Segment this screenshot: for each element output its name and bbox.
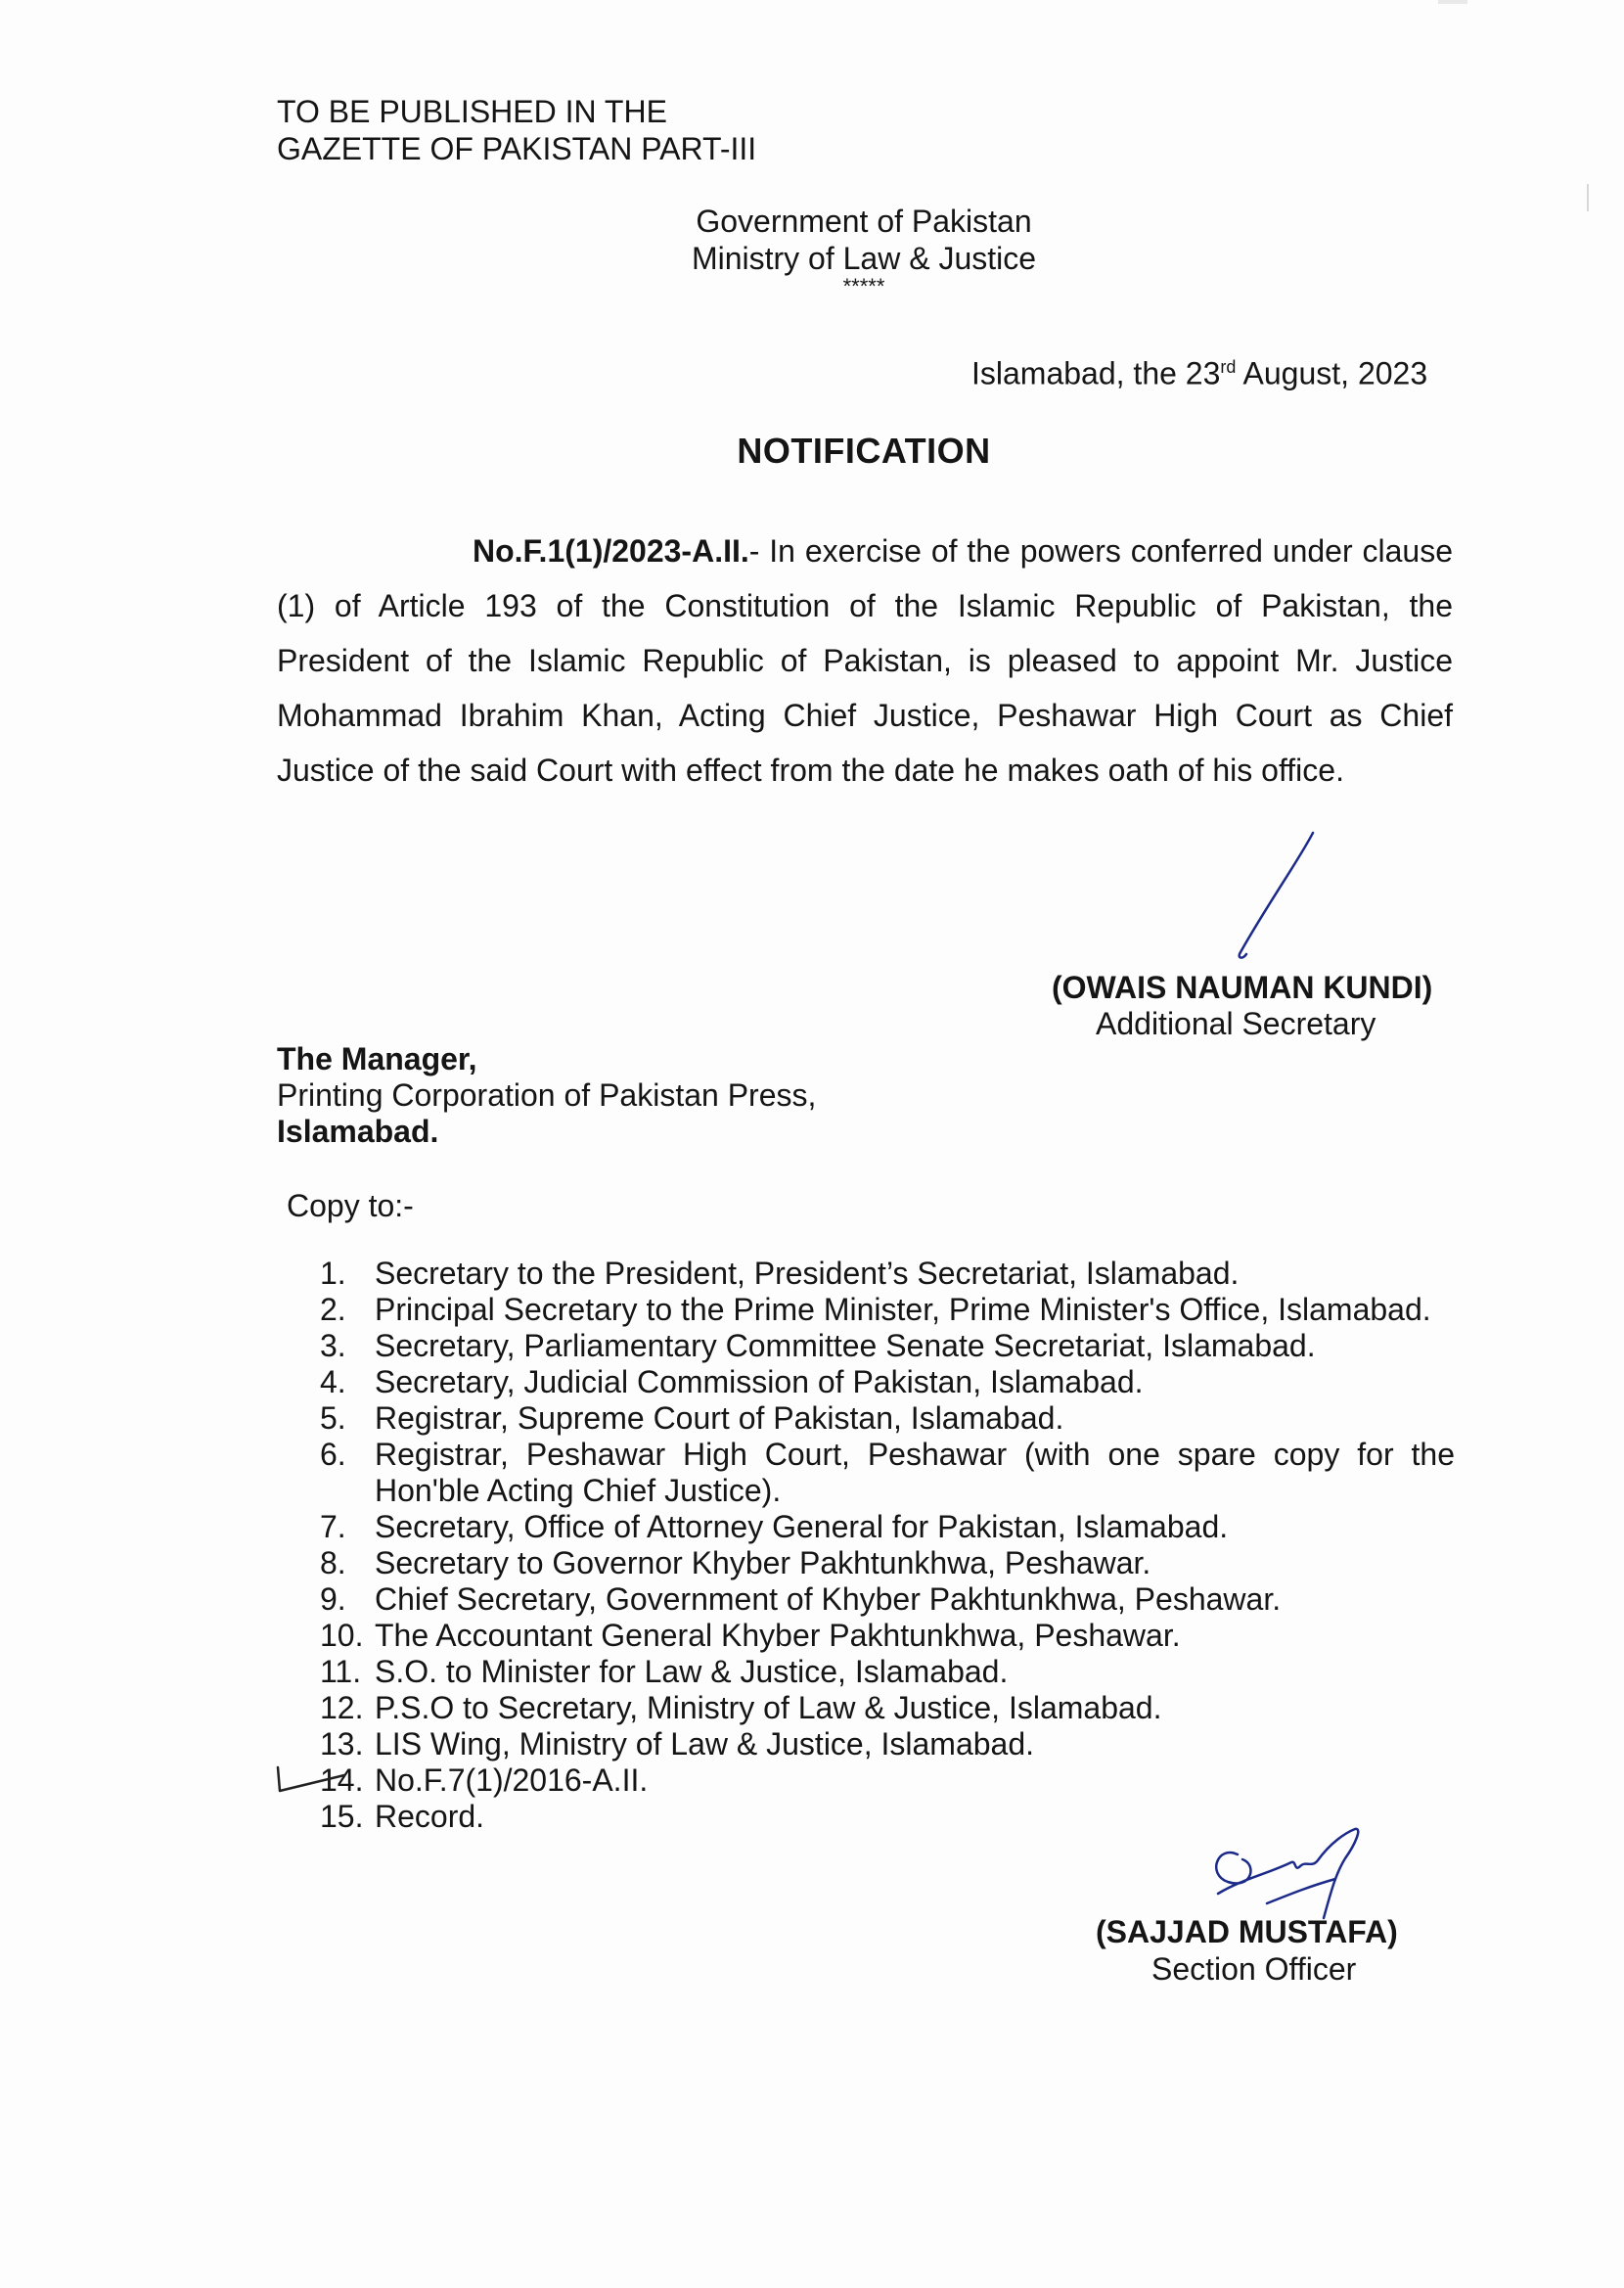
notification-text: - In exercise of the powers conferred under clause (1) of Article 193 of the Constitution of the Islamic Republic of Pakistan, the President of the Islamic Republic of Pakistan, is pleased to appoint Mr. Justice Mohammad Ibrahim Khan, Acting Chief Justice, Peshawar High Court as Chief Justice of the said Court with effect from the date he makes oath of his office. bbox=[277, 533, 1453, 788]
checkmark-annotation bbox=[272, 1762, 350, 1801]
list-item-text: P.S.O to Secretary, Ministry of Law & Justice, Islamabad. bbox=[375, 1690, 1162, 1725]
list-item bbox=[320, 1509, 1455, 1545]
list-item-number: 5. bbox=[320, 1400, 346, 1436]
signatory-1-designation: Additional Secretary bbox=[1096, 1006, 1376, 1041]
list-item-text: Secretary, Parliamentary Committee Senate Secretariat, Islamabad. bbox=[375, 1328, 1316, 1363]
list-item-number: 2. bbox=[320, 1292, 346, 1327]
list-item-number: 1. bbox=[320, 1256, 346, 1291]
list-item bbox=[320, 1328, 1455, 1364]
office-ministry: Ministry of Law & Justice bbox=[691, 241, 1037, 276]
list-item bbox=[320, 1618, 1455, 1654]
list-item-text: S.O. to Minister for Law & Justice, Islamabad. bbox=[375, 1654, 1009, 1689]
date-prefix: Islamabad, the 23 bbox=[971, 355, 1221, 391]
list-item-number: 4. bbox=[320, 1364, 346, 1399]
list-item bbox=[320, 1400, 1455, 1437]
list-item-text: The Accountant General Khyber Pakhtunkhwa, Peshawar. bbox=[375, 1618, 1181, 1653]
signatory-2-name: (SAJJAD MUSTAFA) bbox=[1096, 1914, 1398, 1949]
scan-mark bbox=[1587, 184, 1589, 211]
list-item bbox=[320, 1545, 1455, 1581]
list-item-number: 6. bbox=[320, 1437, 346, 1472]
list-item bbox=[320, 1690, 1455, 1726]
addressee-org: Printing Corporation of Pakistan Press, bbox=[277, 1077, 817, 1113]
list-item-text: Registrar, Supreme Court of Pakistan, Islamabad. bbox=[375, 1400, 1064, 1436]
list-item-text: LIS Wing, Ministry of Law & Justice, Islamabad. bbox=[375, 1726, 1035, 1762]
scan-mark bbox=[1438, 0, 1467, 4]
signature-owais-mark bbox=[1223, 827, 1321, 964]
list-item-number: 11. bbox=[320, 1654, 362, 1689]
list-item bbox=[320, 1364, 1455, 1400]
list-item-text: No.F.7(1)/2016-A.II. bbox=[375, 1762, 649, 1798]
office-stars: ***** bbox=[842, 274, 885, 298]
list-item-number: 13. bbox=[320, 1726, 364, 1762]
list-item bbox=[320, 1654, 1455, 1690]
list-item-number: 10. bbox=[320, 1618, 364, 1653]
list-item bbox=[320, 1726, 1455, 1762]
list-item-number: 12. bbox=[320, 1690, 364, 1725]
list-item bbox=[320, 1581, 1455, 1618]
list-item bbox=[320, 1437, 1455, 1509]
list-item bbox=[320, 1762, 1455, 1799]
page-title: NOTIFICATION bbox=[737, 431, 991, 471]
list-item-number: 7. bbox=[320, 1509, 346, 1544]
list-item-text: Secretary, Judicial Commission of Pakistan, Islamabad. bbox=[375, 1364, 1144, 1399]
list-item-text: Secretary to the President, President’s Secretariat, Islamabad. bbox=[375, 1256, 1240, 1291]
copy-to-list bbox=[320, 1256, 1455, 1835]
list-item bbox=[320, 1292, 1455, 1328]
copy-to-heading: Copy to:- bbox=[287, 1188, 414, 1223]
addressee-title: The Manager, bbox=[277, 1041, 477, 1076]
list-item-text: Secretary to Governor Khyber Pakhtunkhwa, Peshawar. bbox=[375, 1545, 1151, 1580]
notification-body bbox=[277, 524, 1453, 798]
list-item-text: Chief Secretary, Government of Khyber Pakhtunkhwa, Peshawar. bbox=[375, 1581, 1282, 1617]
list-item-number: 3. bbox=[320, 1328, 346, 1363]
list-item-text: Secretary, Office of Attorney General for Pakistan, Islamabad. bbox=[375, 1509, 1229, 1544]
date-suffix: rd bbox=[1220, 357, 1237, 377]
list-item-number: 15. bbox=[320, 1799, 364, 1834]
date-rest: August, 2023 bbox=[1236, 355, 1428, 391]
list-item-text: Record. bbox=[375, 1799, 485, 1834]
publication-line-1: TO BE PUBLISHED IN THE bbox=[277, 94, 667, 129]
office-government: Government of Pakistan bbox=[696, 204, 1032, 239]
publication-line-2: GAZETTE OF PAKISTAN PART-III bbox=[277, 131, 757, 166]
list-item-text: Principal Secretary to the Prime Minister, Prime Minister's Office, Islamabad. bbox=[375, 1292, 1431, 1327]
list-item-text: Registrar, Peshawar High Court, Peshawar (with one spare copy for the Hon'ble Acting Chief Justice). bbox=[375, 1437, 1455, 1508]
signatory-1-name: (OWAIS NAUMAN KUNDI) bbox=[1052, 970, 1433, 1005]
list-item-number: 14. bbox=[320, 1762, 364, 1798]
list-item-number: 8. bbox=[320, 1545, 346, 1580]
list-item-number: 9. bbox=[320, 1581, 346, 1617]
date-line bbox=[971, 348, 1427, 392]
signatory-2-designation: Section Officer bbox=[1151, 1951, 1357, 1987]
addressee-city: Islamabad. bbox=[277, 1114, 439, 1149]
notification-number: No.F.1(1)/2023-A.II. bbox=[473, 533, 749, 569]
list-item bbox=[320, 1256, 1455, 1292]
